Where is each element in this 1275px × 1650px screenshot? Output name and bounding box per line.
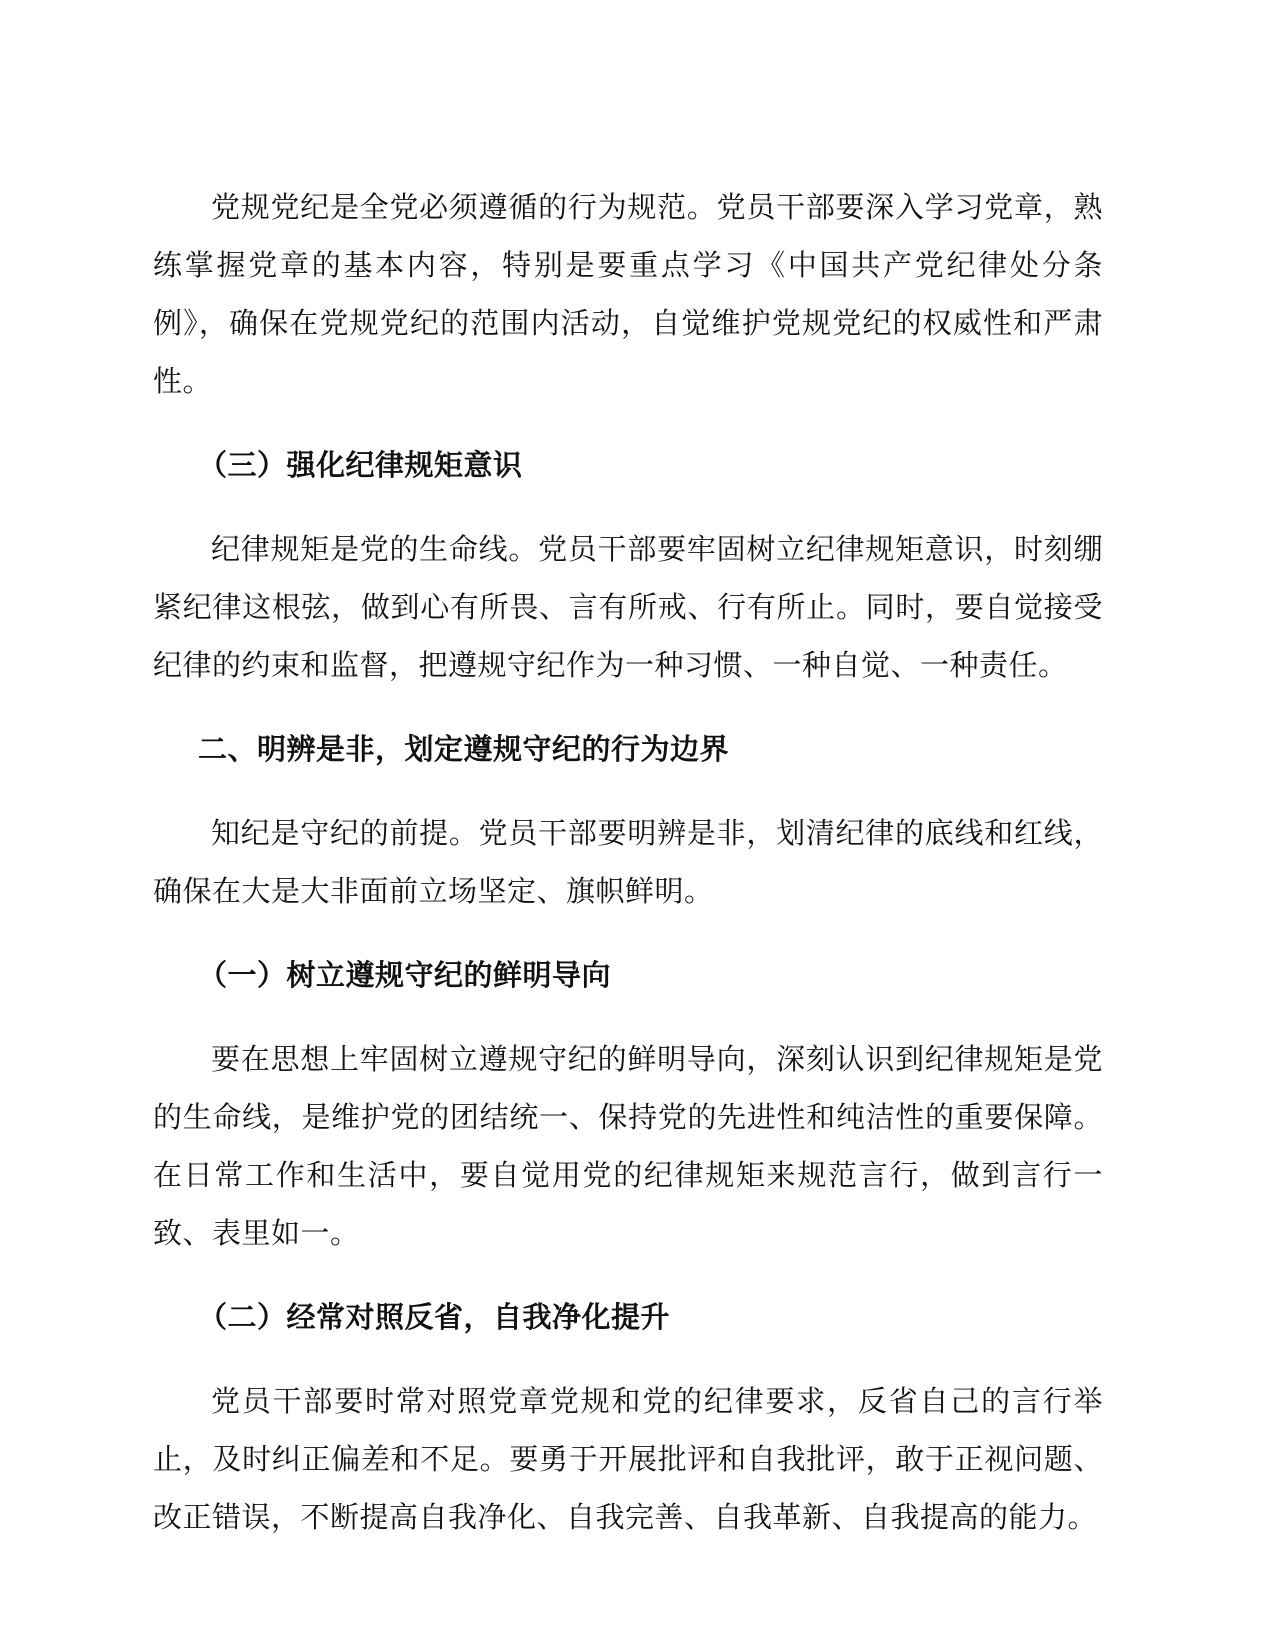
paragraph-self-reflection: 党员干部要时常对照党章党规和党的纪律要求，反省自己的言行举止，及时纠正偏差和不足。要勇于开展批评和自我批评，敢于正视问题、改正错误，不断提高自我净化、自我完善、自我革新、自我提高的能力。 (153, 1384, 1103, 1534)
subheading-clear-orientation: （一）树立遵规守纪的鲜明导向 (198, 958, 612, 992)
subheading-discipline-awareness: （三）强化纪律规矩意识 (198, 448, 523, 482)
paragraph-clear-orientation: 要在思想上牢固树立遵规守纪的鲜明导向，深刻认识到纪律规矩是党的生命线，是维护党的团结统一、保持党的先进性和纯洁性的重要保障。在日常工作和生活中，要自觉用党的纪律规矩来规范言行，做到言行一致、表里如一。 (153, 1042, 1103, 1250)
section-heading-right-wrong: 二、明辨是非，划定遵规守纪的行为边界 (198, 732, 730, 766)
paragraph-know-discipline: 知纪是守纪的前提。党员干部要明辨是非，划清纪律的底线和红线，确保在大是大非面前立场坚定、旗帜鲜明。 (153, 816, 1103, 908)
paragraph-discipline-lifeline: 纪律规矩是党的生命线。党员干部要牢固树立纪律规矩意识，时刻绷紧纪律这根弦，做到心有所畏、言有所戒、行有所止。同时，要自觉接受纪律的约束和监督，把遵规守纪作为一种习惯、一种自觉、一种责任。 (153, 532, 1103, 682)
paragraph-party-rules: 党规党纪是全党必须遵循的行为规范。党员干部要深入学习党章，熟练掌握党章的基本内容，特别是要重点学习《中国共产党纪律处分条例》，确保在党规党纪的范围内活动，自觉维护党规党纪的权威性和严肃性。 (153, 190, 1103, 398)
subheading-self-reflection: （二）经常对照反省，自我净化提升 (198, 1300, 671, 1334)
document-page (153, 178, 1103, 1546)
